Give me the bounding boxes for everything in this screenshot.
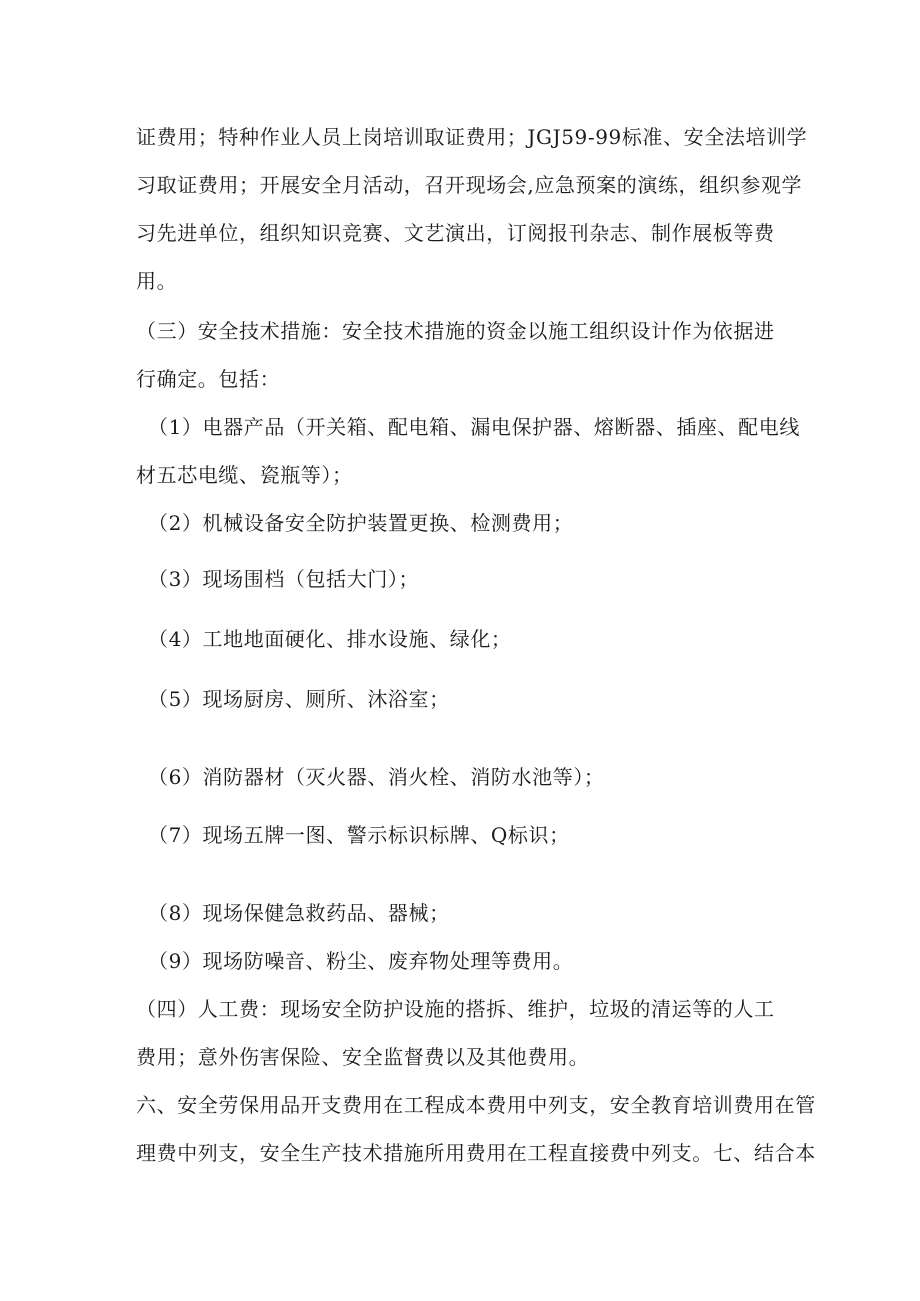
list-item: （3）现场围档（包括大门）； bbox=[148, 567, 420, 591]
text-line: 材五芯电缆、瓷瓶等）； bbox=[136, 463, 353, 487]
text-line: 费用；意外伤害保险、安全监督费以及其他费用。 bbox=[136, 1045, 590, 1069]
list-item: （5）现场厨房、厕所、沐浴室； bbox=[148, 687, 450, 711]
section-heading-line: （四）人工费：现场安全防护设施的搭拆、维护，垃圾的清运等的人工 bbox=[136, 997, 775, 1021]
list-item: （9）现场防噪音、粉尘、废弃物处理等费用。 bbox=[148, 949, 574, 973]
text-line: 习取证费用；开展安全月活动，召开现场会,应急预案的演练，组织参观学 bbox=[136, 173, 803, 197]
list-item: （2）机械设备安全防护装置更换、检测费用； bbox=[148, 511, 574, 535]
section-heading-line: （三）安全技术措施：安全技术措施的资金以施工组织设计作为依据进 bbox=[136, 319, 775, 343]
text-line: 六、安全劳保用品开支费用在工程成本费用中列支，安全教育培训费用在管 bbox=[136, 1093, 816, 1117]
list-item: （1）电器产品（开关箱、配电箱、漏电保护器、熔断器、插座、配电线 bbox=[148, 415, 800, 439]
text-line: 用。 bbox=[136, 269, 178, 293]
list-item: （6）消防器材（灭火器、消火栓、消防水池等）； bbox=[148, 765, 605, 789]
text-line: 理费中列支，安全生产技术措施所用费用在工程直接费中列支。七、结合本 bbox=[136, 1141, 816, 1165]
text-line: 行确定。包括： bbox=[136, 367, 281, 391]
list-item: （8）现场保健急救药品、器械； bbox=[148, 901, 450, 925]
list-item: （4）工地地面硬化、排水设施、绿化； bbox=[148, 627, 512, 651]
list-item: （7）现场五牌一图、警示标识标牌、Q标识； bbox=[148, 823, 570, 847]
text-line: 证费用；特种作业人员上岗培训取证费用；JGJ59-99标准、安全法培训学 bbox=[136, 125, 808, 149]
text-line: 习先进单位，组织知识竞赛、文艺演出，订阅报刊杂志、制作展板等费 bbox=[136, 221, 775, 245]
